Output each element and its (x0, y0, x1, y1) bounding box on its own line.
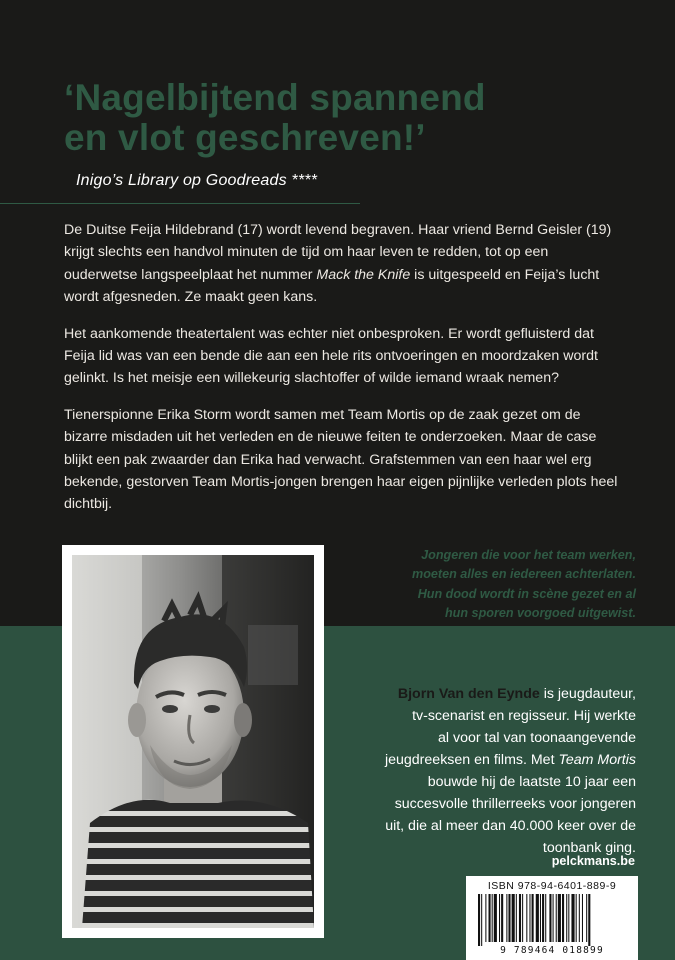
pull-quote (346, 546, 636, 624)
review-quote (64, 78, 624, 158)
barcode-bar (494, 894, 497, 942)
author-portrait-illustration (72, 555, 314, 928)
pull-quote-line-3: Hun dood wordt in scène gezet en al (417, 586, 636, 601)
barcode-bar (588, 894, 590, 946)
barcode-bar (582, 894, 583, 942)
author-name: Bjorn Van den Eynde (397, 686, 540, 702)
author-bio (344, 683, 636, 859)
author-photo-frame (62, 545, 324, 938)
barcode-bar (579, 894, 580, 942)
barcode-bar (499, 894, 500, 942)
barcode-bar (489, 894, 491, 942)
bio-line-3: al voor tal van toonaangevende (438, 730, 636, 746)
bio-line-1-rest: is jeugdauteur, (539, 686, 636, 702)
bio-line-2: tv-scenarist en regisseur. Hij werkte (412, 708, 636, 724)
barcode-number: 9 789464 018899 (500, 945, 604, 956)
review-quote-line-2: en vlot geschreven!’ (64, 117, 426, 158)
barcode-bar (549, 894, 551, 942)
barcode-bar (558, 894, 561, 942)
divider-rule (0, 203, 360, 204)
review-quote-line-1: ‘Nagelbijtend spannend (64, 77, 486, 118)
barcode-bar (540, 894, 541, 942)
barcode-bar (571, 894, 574, 942)
isbn-label: ISBN 978-94-6401-889-9 (487, 880, 617, 892)
review-attribution: Inigo’s Library op Goodreads **** (76, 172, 318, 189)
song-title: Mack the Knife (316, 266, 411, 283)
barcode-bar (478, 894, 480, 946)
author-photo (72, 555, 314, 928)
barcode-bar (512, 894, 515, 942)
barcode-block (466, 876, 638, 960)
bio-line-5: bouwde hij de laatste 10 jaar een (427, 774, 636, 790)
barcode-bar (529, 894, 530, 942)
blurb-p1-start: De Duitse Feija Hildebrand (17) wordt levend begraven. Haar vriend Bernd Geisler (19) krijgt slechts een handvol minuten de tijd om haar leven te redden, tot op een ouderwetse langspeelplaat het nummer (64, 222, 612, 283)
pull-quote-line-4: hun sporen voorgoed uitgewist. (444, 606, 636, 621)
barcode-bar (501, 894, 503, 942)
barcode-bar (532, 894, 534, 942)
bio-line-7: uit, die al meer dan 40.000 keer over de (385, 818, 636, 834)
barcode-bar (566, 894, 567, 942)
blurb-p1-end: is uitgespeeld en Feija’s lucht wordt afgesneden. Ze maakt geen kans. (64, 266, 600, 306)
barcode-bar (508, 894, 510, 942)
barcode-bar (576, 894, 577, 942)
blurb (64, 219, 624, 530)
barcode-bar (568, 894, 569, 942)
barcode-bar (586, 894, 587, 942)
barcode-bar (516, 894, 517, 942)
barcode-bar (536, 894, 539, 942)
barcode-bar (562, 894, 564, 942)
barcode-bar (506, 894, 507, 942)
blurb-paragraph-2: Het aankomende theatertalent was echter niet onbesproken. Er wordt gefluisterd dat Feija lid was van een bende die aan een hele rits ontvoeringen en moordzaken wordt gelinkt. Is het meisje een willekeurig slachtoffer of wilde iemand wraak nemen? (64, 325, 598, 387)
blurb-paragraph-1 (64, 219, 624, 309)
bio-line-4-start: jeugdreeksen en films. Met (384, 752, 559, 768)
barcode-bar (522, 894, 523, 942)
publisher-url[interactable]: pelckmans.be (551, 854, 635, 868)
bio-line-8: toonbank ging. (542, 840, 636, 856)
bio-line-4 (344, 749, 636, 771)
barcode-bar (556, 894, 557, 942)
series-title: Team Mortis (558, 752, 636, 768)
barcode-bar (485, 894, 486, 942)
bio-line-6: succesvolle thrillerreeks voor jongeren (394, 796, 636, 812)
blurb-paragraph-3: Tienerspionne Erika Storm wordt samen met Team Mortis op de zaak gezet om de bizarre misdaden uit het verleden en de nieuwe feiten te onderzoeken. Maar de case blijkt een pak zwaarder dan Erika had verwacht. Grafstemmen van een haar wel erg bekende, gestorven Team Mortis-jongen brengen haar eigen pijnlijke verleden plots heel dichtbij. (64, 406, 618, 513)
barcode-bar (481, 894, 482, 946)
barcode-bar (519, 894, 521, 942)
pull-quote-line-1: Jongeren die voor het team werken, (421, 548, 636, 562)
bio-line-1 (344, 683, 636, 705)
pull-quote-line-2: moeten alles en iedereen achterlaten. (412, 567, 636, 582)
barcode-bar (545, 894, 546, 942)
barcode-bar (492, 894, 493, 942)
barcode-bar (553, 894, 554, 942)
barcode-bar (526, 894, 527, 942)
barcode-bar (542, 894, 544, 942)
